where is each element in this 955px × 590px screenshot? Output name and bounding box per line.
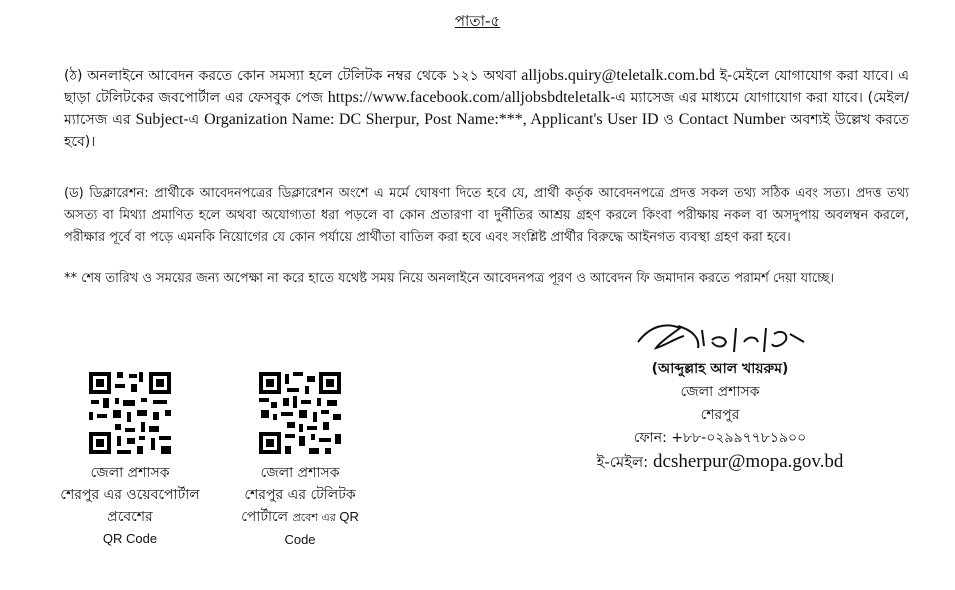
qr-code-teletalk: জেলা প্রশাসক শেরপুর এর টেলিটক পোর্টালে প্রবেশ এর QR Code [225,370,375,551]
signatory-email: ই-মেইল: dcsherpur@mopa.gov.bd [596,451,844,472]
handwritten-signature [560,308,880,358]
signatory-district: শেরপুর [700,407,740,423]
paragraph-dd-declaration: (ড) ডিক্লারেশন: প্রার্থীকে আবেদনপত্রের ডিক্লারেশন অংশে এ মর্মে ঘোষণা দিতে হবে যে, প্রার্থী কর্তৃক আবেদনপত্রে প্রদত্ত সকল তথ্য সঠিক এবং সত্য। প্রদত্ত তথ্য অসত্য বা মিথ্যা প্রমাণিত হলে অথবা অযোগ্যতা ধরা পড়লে বা কোন প্রতারণা বা দুর্নীতির আশ্রয় গ্রহণ করলে কিংবা পরীক্ষায় নকল বা অসদুপায় অবলম্বন করলে, পরীক্ষার পূর্বে বা পড়ে এমনকি নিয়োগের যে কোন পর্যায়ে প্রার্থীতা বাতিল করা হবে এবং সংশ্লিষ্ট প্রার্থীর বিরুদ্ধে আইনগত ব্যবস্থা গ্রহণ করা হবে। [64,186,909,245]
paragraph-th-online-support: (ঠ) অনলাইনে আবেদন করতে কোন সমস্যা হলে টেলিটক নম্বর থেকে ১২১ অথবা alljobs.quiry@teletalk.com.bd ই-মেইলে যোগাযোগ করা যাবে। এ ছাড়া টেলিটকের জবপোর্টাল এর ফেসবুক পেজ https://www.facebook.com/alljobsbdteletalk-এ ম্যাসেজ এর মাধ্যমে যোগাযোগ করা যাবে। (মেইল/ম্যাসেজ এর Subject-এ Organization Name: DC Sherpur, Post Name:***, Applicant's User ID ও Contact Number অবশ্যই উল্লেখ করতে হবে)। [64,67,910,150]
qr-code-icon [87,370,173,456]
signatory-designation: জেলা প্রশাসক [680,384,760,400]
signatory-name: (আব্দুল্লাহ আল খায়রুম) [651,361,789,377]
qr-code-webportal: জেলা প্রশাসক শেরপুর এর ওয়েবপোর্টাল প্রবেশের QR Code [40,370,220,550]
support-email: alljobs.quiry@teletalk.com.bd [521,67,716,84]
page-number-label: পাতা-৫ [454,12,501,30]
signatory-phone: ফোন: +৮৮-০২৯৯৭৭৮১৯০০ [633,430,807,446]
qr-code-icon [257,370,343,456]
facebook-page-url: https://www.facebook.com/alljobsbdteletalk [327,89,611,106]
signatory-block [560,308,880,474]
advisory-note: ** শেষ তারিখ ও সময়ের জন্য অপেক্ষা না করে হাতে যথেষ্ট সময় নিয়ে অনলাইনে আবেদনপত্র পূরণ ও আবেদন ফি জমাদান করতে পরামর্শ দেয়া যাচ্ছে। [64,271,835,286]
